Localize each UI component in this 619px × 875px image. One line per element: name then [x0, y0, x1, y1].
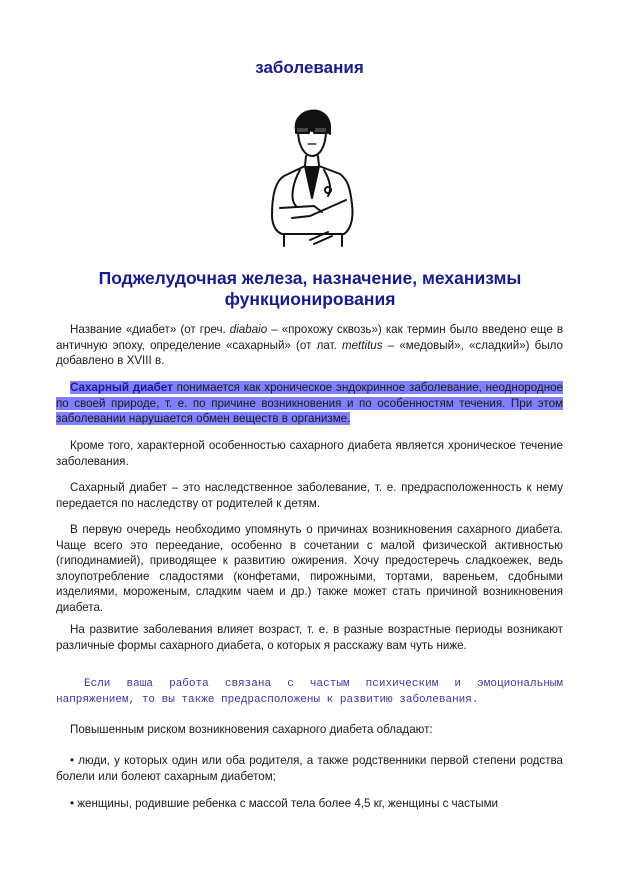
paragraph: Сахарный диабет – это наследственное заболевание, т. е. предрасположенность к нему передается по наследству от родителей к детям.: [56, 481, 563, 510]
paragraph: Повышенным риском возникновения сахарного диабета обладают:: [70, 723, 433, 736]
note-paragraph: Если ваша работа связана с частым психическим и эмоциональным напряжением, то вы также предрасположены к развитию заболевания.: [56, 678, 563, 706]
bold-term: Сахарный диабет: [70, 381, 173, 394]
italic-term: mettitus: [341, 338, 383, 352]
list-item: • женщины, родившие ребенка с массой тела более 4,5 кг, женщины с частыми: [70, 797, 499, 810]
italic-term: diabaio: [229, 323, 268, 336]
paragraph: В первую очередь необходимо упомянуть о причинах возникновения сахарного диабета. Чаще всего это переедание, особенно в сочетании с малой физической активностью (гиподинамией), приводящее к развитию ожирения. Хочу предостеречь сладкоежек, ведь злоупотребление сладостями (конфетами, пирожными, тортами, вареньем, сдобными изделиями, мороженым, сладким чаем и др.) также может стать причиной возникновения диабета.: [56, 523, 563, 614]
paragraph-highlighted-selection[interactable]: [56, 380, 563, 427]
section-title: заболевания: [255, 58, 364, 77]
chapter-heading: Поджелудочная железа, назначение, механизмы функционирования: [98, 268, 522, 309]
text-run: понимается как хроническое эндокринное заболевание, неоднородное по своей природе, т. е. по причине возникновения и по особенностям течения. При этом заболевании нарушается обмен веществ в организме.: [56, 381, 563, 425]
text-run: – «прохожу сквозь») как термин было введено еще в античную эпоху, определение «сахарный» (от лат.: [56, 323, 563, 352]
paragraph: Кроме того, характерной особенностью сахарного диабета является хроническое течение заболевания.: [56, 439, 563, 468]
selected-text[interactable]: [56, 381, 563, 425]
list-item: • люди, у которых один или оба родителя, а также родственники первой степени родства болели или болеют сахарным диабетом;: [56, 754, 563, 783]
text-run: Название «диабет» (от греч.: [70, 323, 230, 336]
paragraph: На развитие заболевания влияет возраст, т. е. в разные возрастные периоды возникают различные формы сахарного диабета, о которых я расскажу вам чуть ниже.: [56, 623, 563, 652]
paragraph-intro: [56, 322, 563, 369]
doctor-illustration: [262, 100, 362, 250]
text-run: – «медовый», «сладкий») было добавлено в XVIII в.: [56, 338, 563, 367]
